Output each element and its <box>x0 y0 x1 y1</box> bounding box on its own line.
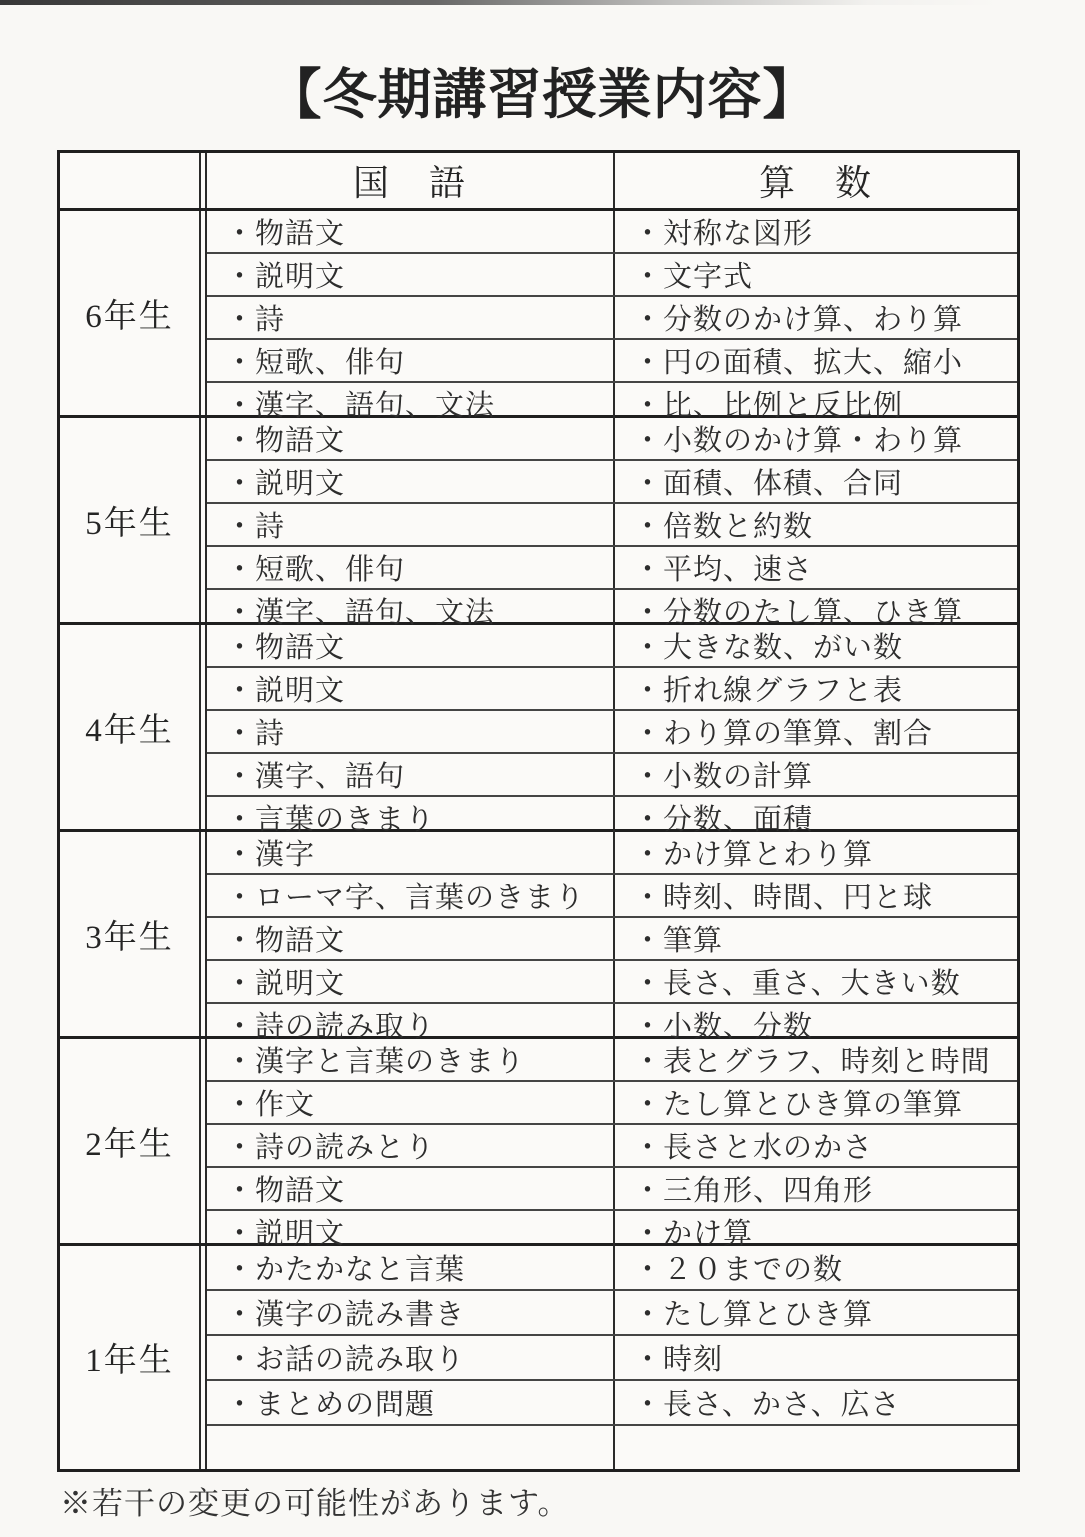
grade-label: 3年生 <box>85 919 174 956</box>
kokugo-cell-empty <box>207 1426 615 1469</box>
kokugo-cell: ・説明文 <box>207 461 615 502</box>
sansu-cell: ・たし算とひき算の筆算 <box>633 1089 964 1121</box>
kokugo-cell: ・言葉のきまり <box>207 797 615 838</box>
kokugo-cell: ・お話の読み取り <box>207 1336 615 1379</box>
sansu-cell: ・かけ算 <box>633 1218 754 1250</box>
grade-label: 6年生 <box>85 298 174 335</box>
kokugo-cell: ・作文 <box>207 1082 615 1123</box>
kokugo-cell: ・漢字の読み書き <box>207 1291 615 1334</box>
sansu-cell: ・比、比例と反比例 <box>633 390 904 422</box>
kokugo-cell: ・物語文 <box>207 211 615 252</box>
sansu-cell: ・倍数と約数 <box>633 511 814 543</box>
kokugo-cell: ・物語文 <box>207 625 615 666</box>
sansu-cell: ・対称な図形 <box>633 218 814 250</box>
kokugo-cell: ・詩 <box>207 297 615 338</box>
grade-section-2 <box>60 1039 1017 1250</box>
curriculum-table <box>57 150 1020 1472</box>
sansu-header: 算 数 <box>758 163 873 203</box>
sansu-cell: ・わり算の筆算、割合 <box>633 718 934 750</box>
scan-artifact-strip <box>0 0 1085 5</box>
grade-label: 4年生 <box>85 712 174 749</box>
kokugo-cell: ・ローマ字、言葉のきまり <box>207 875 615 916</box>
grade-label: 5年生 <box>85 505 174 542</box>
sansu-cell: ・長さ、かさ、広さ <box>633 1389 901 1421</box>
grade-label: 2年生 <box>85 1126 174 1163</box>
sansu-cell: ・大きな数、がい数 <box>633 632 904 664</box>
footnote: ※若干の変更の可能性があります。 <box>60 1486 570 1521</box>
kokugo-cell: ・説明文 <box>207 668 615 709</box>
sansu-cell: ・長さ、重さ、大きい数 <box>633 968 961 1000</box>
sansu-cell: ・文字式 <box>633 261 754 293</box>
kokugo-cell: ・漢字、語句 <box>207 754 615 795</box>
sansu-cell: ・三角形、四角形 <box>633 1175 874 1207</box>
sansu-cell-empty <box>615 1426 1017 1469</box>
kokugo-cell: ・漢字 <box>207 832 615 873</box>
sansu-cell: ・時刻、時間、円と球 <box>633 882 934 914</box>
table-header-row <box>60 153 1017 211</box>
sansu-cell: ・時刻 <box>633 1344 724 1376</box>
grade-header-cell <box>60 153 201 208</box>
sansu-cell: ・折れ線グラフと表 <box>633 675 904 707</box>
kokugo-cell: ・詩の読み取り <box>207 1004 615 1045</box>
sansu-cell: ・小数のかけ算・わり算 <box>633 425 964 457</box>
kokugo-cell: ・短歌、俳句 <box>207 547 615 588</box>
sansu-cell: ・小数、分数 <box>633 1011 814 1043</box>
sansu-cell: ・表とグラフ、時刻と時間 <box>633 1046 991 1078</box>
grade-section-4 <box>60 625 1017 836</box>
kokugo-cell: ・説明文 <box>207 1211 615 1252</box>
kokugo-cell: ・漢字と言葉のきまり <box>207 1039 615 1080</box>
kokugo-cell: ・説明文 <box>207 254 615 295</box>
sansu-cell: ・平均、速さ <box>633 554 814 586</box>
grade-section-3 <box>60 832 1017 1043</box>
sansu-cell: ・分数のたし算、ひき算 <box>633 597 964 629</box>
sansu-cell: ・面積、体積、合同 <box>633 468 904 500</box>
sansu-cell: ・円の面積、拡大、縮小 <box>633 347 964 379</box>
sansu-cell: ・たし算とひき算 <box>633 1299 874 1331</box>
kokugo-cell: ・短歌、俳句 <box>207 340 615 381</box>
sansu-cell: ・長さと水のかさ <box>633 1132 874 1164</box>
sansu-cell: ・筆算 <box>633 925 724 957</box>
sansu-cell: ・小数の計算 <box>633 761 814 793</box>
grade-section-5 <box>60 418 1017 629</box>
kokugo-cell: ・物語文 <box>207 418 615 459</box>
kokugo-cell: ・まとめの問題 <box>207 1381 615 1424</box>
kokugo-header: 国 語 <box>207 153 615 208</box>
sansu-cell: ・分数、面積 <box>633 804 814 836</box>
grade-section-1 <box>60 1246 1017 1469</box>
page-title: 【冬期講習授業内容】 <box>267 65 818 125</box>
kokugo-cell: ・物語文 <box>207 918 615 959</box>
sansu-cell: ・２０までの数 <box>633 1254 844 1286</box>
grade-section-6 <box>60 211 1017 422</box>
sansu-cell: ・分数のかけ算、わり算 <box>633 304 964 336</box>
kokugo-cell: ・詩の読みとり <box>207 1125 615 1166</box>
kokugo-cell: ・詩 <box>207 711 615 752</box>
kokugo-cell: ・漢字、語句、文法 <box>207 590 615 631</box>
kokugo-cell: ・詩 <box>207 504 615 545</box>
kokugo-cell: ・漢字、語句、文法 <box>207 383 615 424</box>
sansu-cell: ・かけ算とわり算 <box>633 839 874 871</box>
grade-label: 1年生 <box>85 1343 174 1379</box>
kokugo-cell: ・かたかなと言葉 <box>207 1246 615 1289</box>
kokugo-cell: ・物語文 <box>207 1168 615 1209</box>
kokugo-cell: ・説明文 <box>207 961 615 1002</box>
